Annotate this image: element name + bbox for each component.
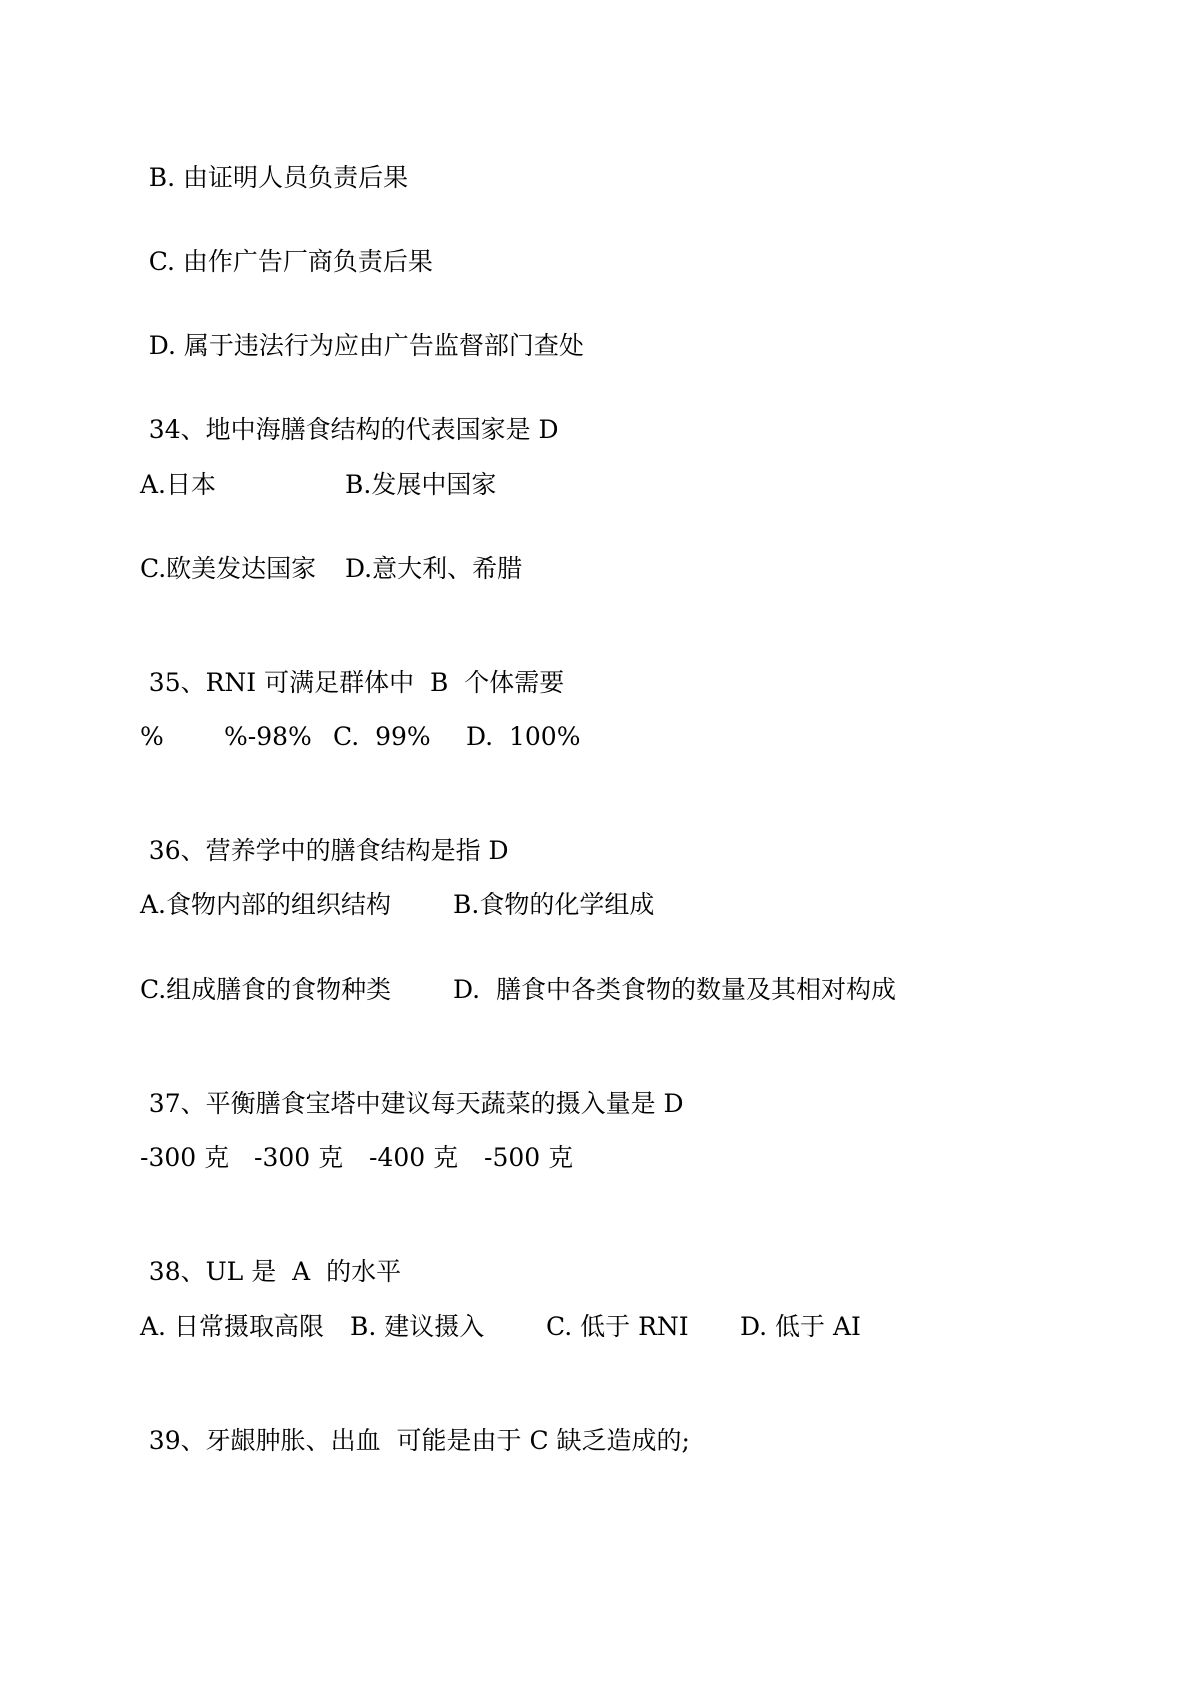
question-stem: 39、牙龈肿胀、出血 可能是由于 C 缺乏造成的; (148, 1426, 690, 1455)
q37-options-row (140, 1143, 1040, 1173)
option-text: D. 属于违法行为应由广告监督部门查处 (148, 331, 584, 360)
q36-option-d: D. 膳食中各类食物的数量及其相对构成 (453, 975, 896, 1004)
question-35 (117, 638, 564, 728)
option-text: B. 由证明人员负责后果 (148, 163, 409, 192)
q36-option-c: C.组成膳食的食物种类 (140, 975, 392, 1004)
question-stem: 37、平衡膳食宝塔中建议每天蔬菜的摄入量是 D (148, 1089, 684, 1118)
question-36 (117, 806, 509, 896)
q38-options-row (140, 1312, 1040, 1342)
q37-option-b: -300 克 (254, 1143, 344, 1172)
q36-option-a: A.食物内部的组织结构 (140, 890, 392, 919)
question-stem: 38、UL 是 A 的水平 (148, 1257, 402, 1286)
q38-option-d: D. 低于 AI (740, 1312, 861, 1341)
question-37 (117, 1059, 684, 1149)
option-d-line (117, 301, 584, 391)
q34-options-row-1 (140, 470, 1040, 500)
q38-option-c: C. 低于 RNI (546, 1312, 689, 1341)
question-stem: 35、RNI 可满足群体中 B 个体需要 (148, 668, 565, 697)
q35-option-d: D. 100% (466, 722, 581, 751)
q35-options-row (140, 722, 1040, 752)
q35-option-c: C. 99% (333, 722, 431, 751)
question-39 (117, 1396, 690, 1486)
q38-option-a: A. 日常摄取高限 (140, 1312, 324, 1341)
question-34 (117, 385, 559, 475)
q34-option-a: A.日本 (140, 470, 217, 499)
q36-option-b: B.食物的化学组成 (453, 890, 655, 919)
q34-option-b: B.发展中国家 (345, 470, 497, 499)
question-stem: 36、营养学中的膳食结构是指 D (148, 836, 509, 865)
question-38 (117, 1227, 401, 1317)
q37-option-a: -300 克 (140, 1143, 230, 1172)
q34-option-c: C.欧美发达国家 (140, 554, 317, 583)
q38-option-b: B. 建议摄入 (350, 1312, 485, 1341)
q36-options-row-2 (140, 975, 1040, 1005)
option-text: C. 由作广告厂商负责后果 (148, 247, 433, 276)
question-stem: 34、地中海膳食结构的代表国家是 D (148, 415, 559, 444)
q35-option-b: %-98% (224, 722, 312, 751)
q37-option-c: -400 克 (369, 1143, 459, 1172)
q34-option-d: D.意大利、希腊 (345, 554, 523, 583)
option-c-line (117, 217, 433, 307)
q37-option-d: -500 克 (484, 1143, 574, 1172)
q35-option-a: % (140, 722, 164, 751)
q36-options-row-1 (140, 890, 1040, 920)
q34-options-row-2 (140, 554, 1040, 584)
option-b-line (117, 133, 408, 223)
